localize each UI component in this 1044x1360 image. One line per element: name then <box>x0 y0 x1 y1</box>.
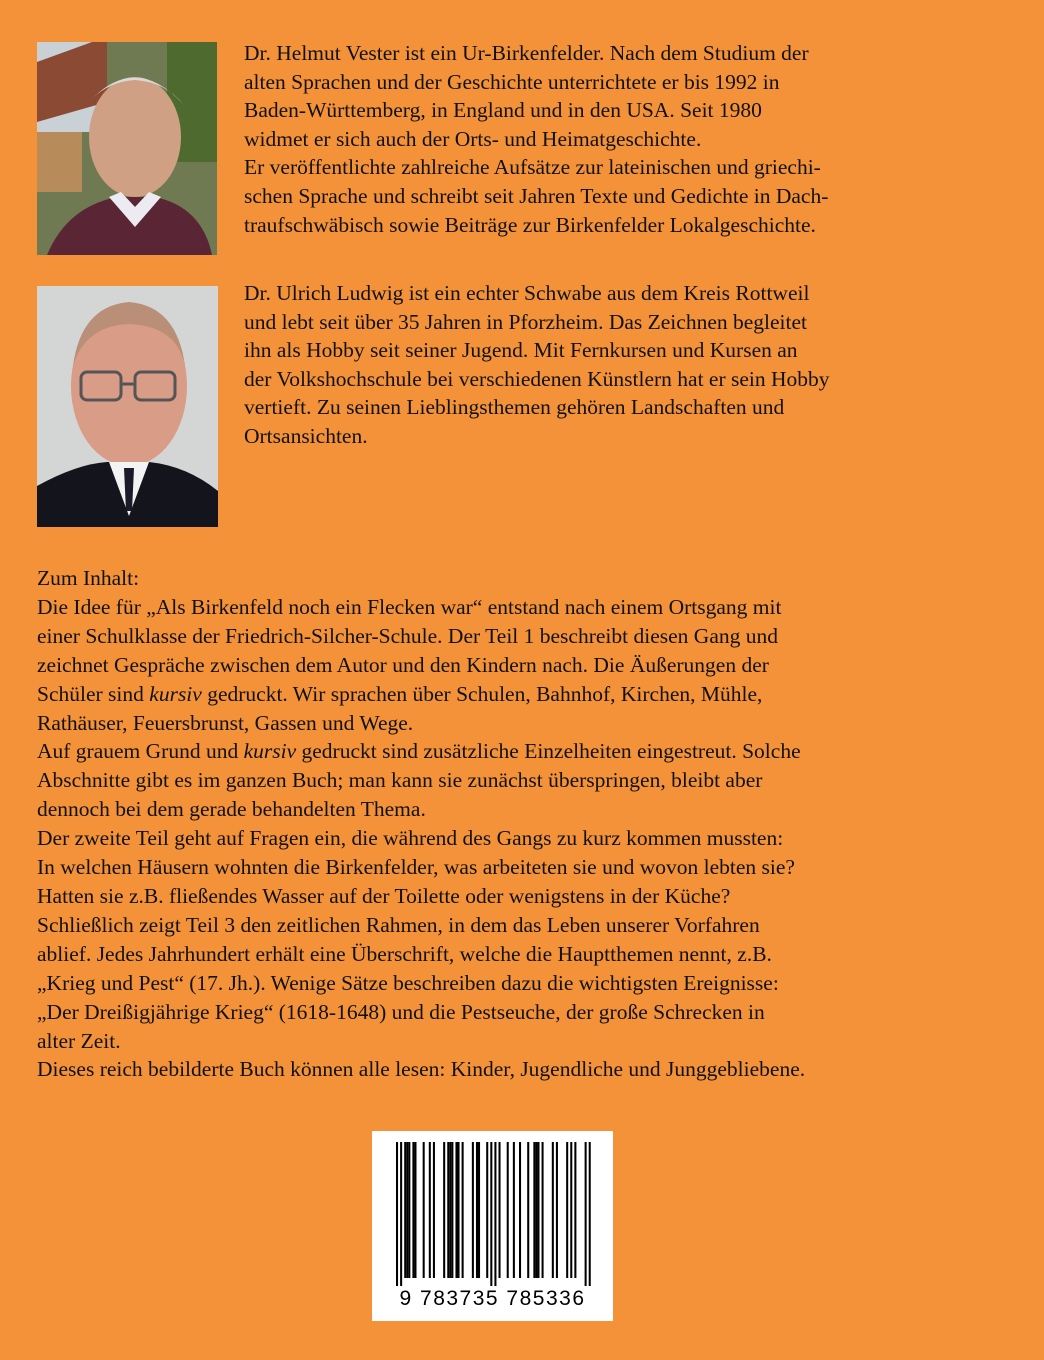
italic-word: kursiv <box>149 681 202 706</box>
author-bio-vester <box>244 39 1004 239</box>
content-heading: Zum Inhalt: <box>37 566 140 590</box>
barcode-bar <box>396 1142 398 1286</box>
barcode-bar <box>574 1142 576 1278</box>
barcode-bars <box>372 1131 613 1287</box>
barcode-bar <box>404 1142 406 1278</box>
bio-line: Baden-Württemberg, in England und in den USA. Seit 1980 <box>244 98 762 123</box>
content-line: „Krieg und Pest“ (17. Jh.). Wenige Sätze beschreiben dazu die wichtigsten Ereignisse: <box>37 970 779 995</box>
content-line: Abschnitte gibt es im ganzen Buch; man kann sie zunächst überspringen, bleibt aber <box>37 768 763 793</box>
content-line: Der zweite Teil geht auf Fragen ein, die während des Gangs zu kurz kommen mussten: <box>37 826 784 851</box>
barcode-bar <box>406 1142 408 1278</box>
barcode-bar <box>472 1142 474 1278</box>
bio-line: ihn als Hobby seit seiner Jugend. Mit Fernkursen und Kursen an <box>244 338 798 363</box>
content-line: Die Idee für „Als Birkenfeld noch ein Flecken war“ entstand nach einem Ortsgang mit <box>37 594 782 619</box>
barcode-bar <box>527 1142 529 1278</box>
isbn-barcode <box>372 1131 613 1321</box>
barcode-bar <box>476 1142 478 1278</box>
barcode-bar <box>507 1142 509 1278</box>
barcode-bar <box>533 1142 535 1278</box>
italic-word: kursiv <box>243 739 297 764</box>
content-line <box>37 680 1017 709</box>
bio-line: widmet er sich auch der Orts- und Heimatgeschichte. <box>244 126 702 151</box>
barcode-bar <box>570 1142 572 1278</box>
content-line: Hatten sie z.B. fließendes Wasser auf der Toilette oder wenigstens in der Küche? <box>37 883 731 908</box>
bio-line: Dr. Ulrich Ludwig ist ein echter Schwabe aus dem Kreis Rottweil <box>244 281 810 305</box>
bio-line: alten Sprachen und der Geschichte unterrichtete er bis 1992 in <box>244 69 780 94</box>
barcode-bar <box>585 1142 587 1286</box>
barcode-bar <box>494 1142 496 1286</box>
barcode-bar <box>552 1142 554 1278</box>
content-line: zeichnet Gespräche zwischen dem Autor und den Kindern nach. Die Äußerungen der <box>37 652 769 677</box>
author-photo-ludwig <box>37 286 218 527</box>
barcode-bar <box>513 1142 515 1278</box>
barcode-bar <box>462 1142 464 1278</box>
content-line: einer Schulklasse der Friedrich-Silcher-Schule. Der Teil 1 beschreibt diesen Gang und <box>37 623 778 648</box>
content-line: „Der Dreißigjährige Krieg“ (1618-1648) und die Pestseuche, der große Schrecken in <box>37 999 765 1024</box>
barcode-bar <box>542 1142 544 1278</box>
barcode-bar <box>535 1142 537 1278</box>
barcode-bar <box>478 1142 480 1278</box>
bio-line: Dr. Helmut Vester ist ein Ur-Birkenfelder. Nach dem Studium der <box>244 41 809 65</box>
content-line: alter Zeit. <box>37 1028 121 1053</box>
bio-line: Er veröffentlichte zahlreiche Aufsätze zur lateinischen und griechi- <box>244 155 821 180</box>
content-summary <box>37 564 1017 1084</box>
barcode-bar <box>589 1142 591 1286</box>
text-run: Schüler sind <box>37 681 150 706</box>
bio-line: und lebt seit über 35 Jahren in Pforzheim. Das Zeichnen begleitet <box>244 309 808 334</box>
barcode-bar <box>556 1142 558 1278</box>
content-line: dennoch bei dem gerade behandelten Thema. <box>37 797 426 822</box>
content-line <box>37 737 1017 766</box>
isbn-digits: 9 783735 785336 <box>399 1287 586 1310</box>
barcode-bar <box>447 1142 449 1278</box>
barcode-bar <box>429 1142 431 1278</box>
barcode-bar <box>443 1142 445 1278</box>
text-run: gedruckt sind zusätzliche Einzelheiten eingestreut. Solche <box>296 739 801 764</box>
content-line: Rathäuser, Feuersbrunst, Gassen und Wege. <box>37 710 414 735</box>
bio-line: Ortsansichten. <box>244 423 368 448</box>
barcode-bar <box>486 1142 488 1278</box>
content-line: ablief. Jedes Jahrhundert erhält eine Überschrift, welche die Hauptthemen nennt, z.B. <box>37 941 772 966</box>
barcode-bar <box>433 1142 435 1278</box>
content-line: Schließlich zeigt Teil 3 den zeitlichen Rahmen, in dem das Leben unserer Vorfahren <box>37 912 760 937</box>
bio-line: traufschwäbisch sowie Beiträge zur Birkenfelder Lokalgeschichte. <box>244 212 816 237</box>
barcode-bar <box>414 1142 416 1278</box>
bio-line: schen Sprache und schreibt seit Jahren Texte und Gedichte in Dach- <box>244 183 829 208</box>
barcode-bar <box>451 1142 453 1278</box>
text-run: Auf grauem Grund und <box>37 739 244 764</box>
content-line: Dieses reich bebilderte Buch können alle lesen: Kinder, Jugendliche und Junggebliebene. <box>37 1057 806 1082</box>
barcode-bar <box>412 1142 414 1278</box>
bio-line: der Volkshochschule bei verschiedenen Künstlern hat er sein Hobby <box>244 366 830 391</box>
barcode-bar <box>566 1142 568 1278</box>
author-photo-vester <box>37 42 217 255</box>
barcode-bar <box>449 1142 451 1278</box>
barcode-bar <box>490 1142 492 1286</box>
barcode-bar <box>400 1142 402 1286</box>
barcode-bar <box>499 1142 501 1278</box>
barcode-bar <box>408 1142 410 1278</box>
barcode-bar <box>455 1142 457 1278</box>
content-line: In welchen Häusern wohnten die Birkenfelder, was arbeiteten sie und wovon lebten sie? <box>37 855 795 880</box>
barcode-bar <box>458 1142 460 1278</box>
author-bio-ludwig <box>244 279 1004 451</box>
barcode-bar <box>519 1142 521 1278</box>
text-run: gedruckt. Wir sprachen über Schulen, Bahnhof, Kirchen, Mühle, <box>201 681 763 706</box>
bio-line: vertieft. Zu seinen Lieblingsthemen gehören Landschaften und <box>244 395 785 420</box>
barcode-bar <box>537 1142 539 1278</box>
barcode-bar <box>423 1142 425 1278</box>
